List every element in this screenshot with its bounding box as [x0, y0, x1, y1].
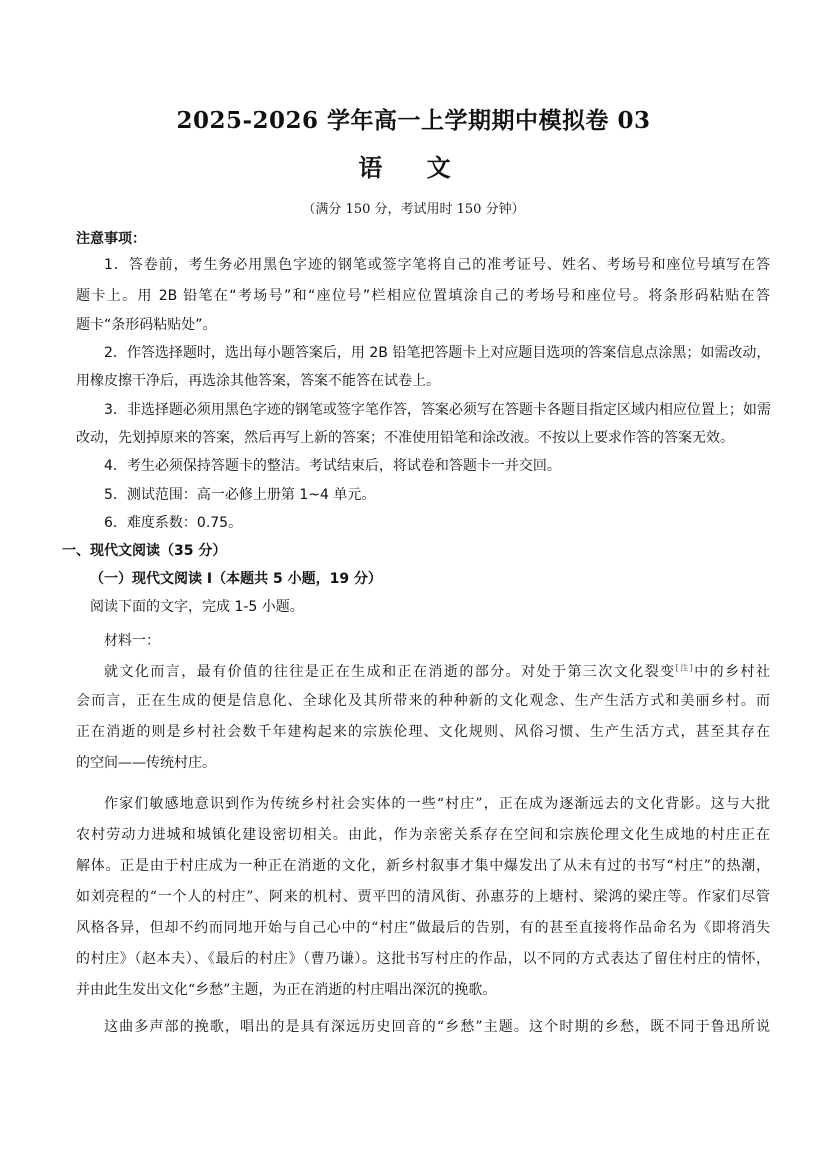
paragraph-line: 会而言，正在生成的便是信息化、全球化及其所带来的种种新的文化观念、生产生活方式和美丽乡村。而 — [76, 693, 770, 709]
paragraph-line: 风格各异，但却不约而同地开始与自己心中的“村庄”做最后的告别，有的甚至直接将作品命名为《即将消失 — [76, 920, 770, 936]
paragraph-line: 农村劳动力进城和城镇化建设密切相关。由此，作为亲密关系存在空间和宗族伦理文化生成地的村庄正在 — [76, 827, 770, 843]
material-label: 材料一： — [104, 633, 160, 649]
exam-title: 2025-2026 学年高一上学期期中模拟卷 03 — [176, 107, 651, 134]
notice-line: 1．答卷前，考生务必用黑色字迹的钢笔或签字笔将自己的准考证号、姓名、考场号和座位号填写在答 — [104, 257, 770, 273]
paragraph-line: 的村庄》（赵本夫）、《最后的村庄》（曹乃谦）。这批书写村庄的作品，以不同的方式表达了留住村庄的情怀， — [76, 951, 770, 967]
notice-line: 改动，先划掉原来的答案，然后再写上新的答案；不准使用铅笔和涂改液。不按以上要求作答的答案无效。 — [76, 430, 734, 446]
paragraph-line: 并由此生发出文化“乡愁”主题，为正在消逝的村庄唱出深沉的挽歌。 — [76, 982, 497, 998]
paragraph-text: 就文化而言，最有价值的往往是正在生成和正在消逝的部分。对处于第三次文化裂变 — [104, 664, 676, 680]
notice-line: 3．非选择题必须用黑色字迹的钢笔或签字笔作答，答案必须写在答题卡各题目指定区域内相应位置上；如需 — [104, 402, 771, 418]
subsection-heading: （一）现代文阅读 I（本题共 5 小题，19 分） — [90, 571, 382, 587]
score-info: （满分 150 分，考试用时 150 分钟） — [302, 202, 525, 217]
notice-line: 6．难度系数：0.75。 — [104, 515, 243, 531]
paragraph-line — [104, 661, 770, 681]
notice-line: 题卡上。用 2B 铅笔在“考场号”和“座位号”栏相应位置填涂自己的考场号和座位号。将条形码粘贴在答 — [76, 288, 770, 304]
footnote-marker: [注] — [675, 663, 693, 673]
notice-line: 5．测试范围：高一必修上册第 1~4 单元。 — [104, 487, 376, 503]
section-heading: 一、现代文阅读（35 分） — [62, 543, 227, 559]
paragraph-line: 如刘亮程的“一个人的村庄”、阿来的机村、贾平凹的清风街、孙惠芬的上塘村、梁鸿的梁庄等。作家们尽管 — [76, 889, 770, 905]
notice-line: 题卡“条形码粘贴处”。 — [76, 317, 217, 333]
paragraph-line: 的空间——传统村庄。 — [76, 755, 216, 771]
notice-heading: 注意事项： — [76, 231, 146, 247]
paragraph-text: 中的乡村社 — [692, 664, 770, 680]
paragraph-line: 这曲多声部的挽歌，唱出的是具有深远历史回音的“乡愁”主题。这个时期的乡愁，既不同于鲁迅所说 — [104, 1019, 770, 1035]
paragraph-line: 解体。正是由于村庄成为一种正在消逝的文化，新乡村叙事才集中爆发出了从未有过的书写“村庄”的热潮， — [76, 858, 770, 874]
paragraph-line: 作家们敏感地意识到作为传统乡村社会实体的一些“村庄”，正在成为逐渐远去的文化背影。这与大批 — [104, 796, 770, 812]
subject-title: 语 文 — [358, 153, 469, 182]
paragraph-line: 正在消逝的则是乡村社会数千年建构起来的宗族伦理、文化规则、风俗习惯、生产生活方式，甚至其存在 — [76, 724, 770, 740]
notice-line: 4．考生必须保持答题卡的整洁。考试结束后，将试卷和答题卡一并交回。 — [104, 458, 561, 474]
notice-line: 2．作答选择题时，选出每小题答案后，用 2B 铅笔把答题卡上对应题目选项的答案信息点涂黑；如需改动， — [104, 345, 771, 361]
reading-instruction: 阅读下面的文字，完成 1-5 小题。 — [90, 599, 304, 615]
notice-line: 用橡皮擦干净后，再选涂其他答案，答案不能答在试卷上。 — [76, 373, 440, 389]
